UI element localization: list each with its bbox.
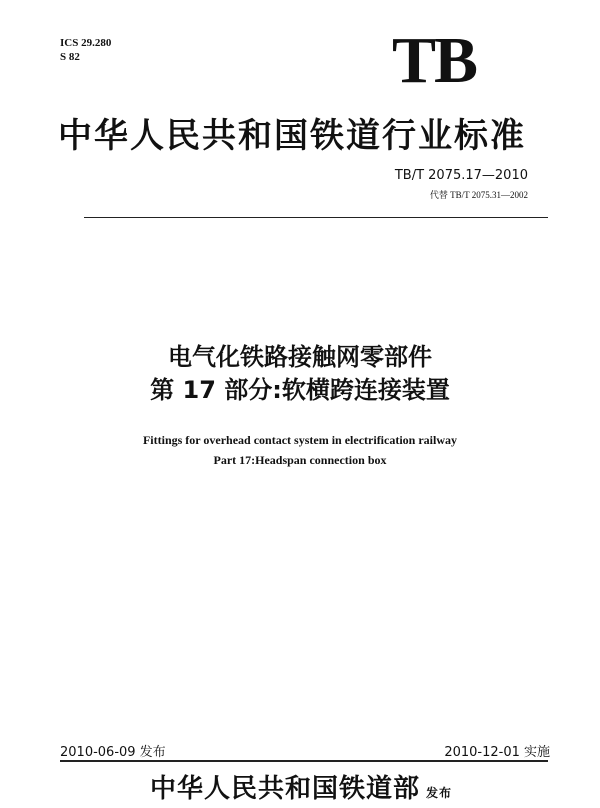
title-zh-line1: 电气化铁路接触网零部件 bbox=[168, 343, 432, 371]
issue-date: 2010-06-09 发布 bbox=[60, 745, 166, 760]
issuer-name: 中华人民共和国铁道部 bbox=[150, 774, 421, 804]
issuer bbox=[150, 774, 452, 808]
classification-code: S 82 bbox=[60, 51, 80, 63]
top-divider bbox=[60, 217, 548, 218]
tb-logo: TB bbox=[392, 24, 477, 97]
bottom-divider bbox=[60, 760, 548, 762]
implement-date: 2010-12-01 实施 bbox=[444, 745, 550, 760]
title-en-line2: Part 17:Headspan connection box bbox=[213, 453, 387, 467]
issuer-suffix: 发布 bbox=[426, 786, 453, 800]
standard-number: TB/T 2075.17—2010 bbox=[394, 168, 528, 183]
divider-gap bbox=[60, 217, 84, 218]
title-zh-line2: 第 17 部分:软横跨连接装置 bbox=[150, 376, 450, 404]
classification-codes bbox=[60, 36, 111, 64]
org-title: 中华人民共和国铁道行业标准 bbox=[58, 116, 526, 156]
replaces-standard: 代替 TB/T 2075.31—2002 bbox=[429, 190, 528, 200]
ics-code: ICS 29.280 bbox=[60, 37, 112, 49]
title-en-line1: Fittings for overhead contact system in electrification railway bbox=[142, 433, 458, 447]
